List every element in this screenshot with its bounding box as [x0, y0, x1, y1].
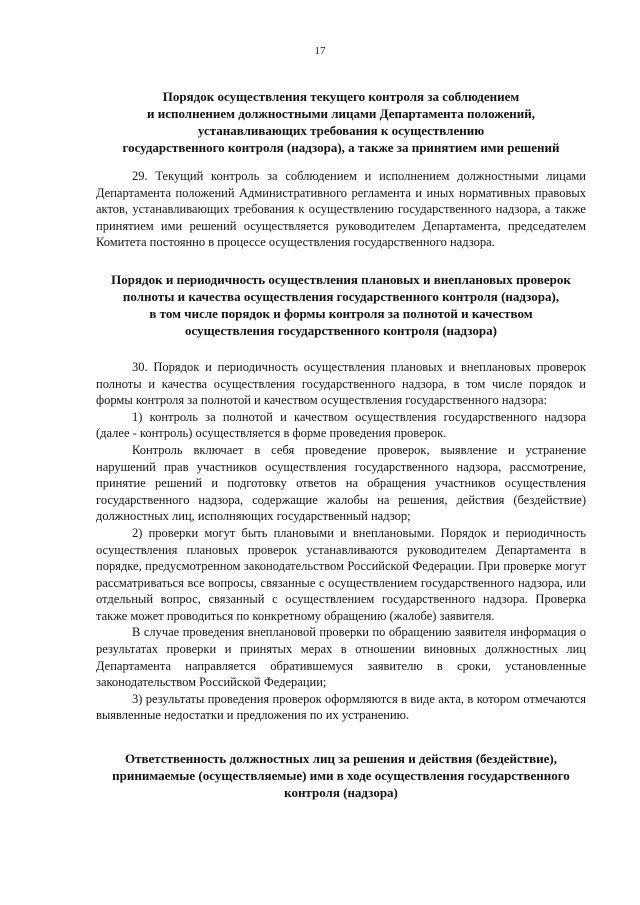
list-item-2: 2) проверки могут быть плановыми и внеплановыми. Порядок и периодичность осуществления плановых проверок устанавливаются руководителем Департамента в порядке, предусмотренном законодательством Российской Федерации. При проверке могут рассматриваться все вопросы, связанные с осуществлением государственного надзора, или отдельный вопрос, связанный с осуществлением государственного надзора. Проверка также может проводиться по конкретному обращению (жалобе) заявителя.: [96, 525, 586, 623]
heading-line: Порядок осуществления текущего контроля за соблюдением: [162, 89, 520, 104]
paragraph-control-scope: Контроль включает в себя проведение проверок, выявление и устранение нарушений прав участников осуществления государственного надзора, рассмотрение, принятие решений и подготовку ответов на обращения участников осуществления государственного надзора, содержащие жалобы на решения, действия (бездействие) должностных лиц, исполняющих государственный надзор;: [96, 442, 586, 524]
heading-line: устанавливающих требования к осуществлению: [197, 123, 485, 138]
heading-line: в том числе порядок и формы контроля за полнотой и качеством: [149, 305, 533, 321]
heading-line: принимаемые (осуществляемые) ими в ходе осуществления государственного: [112, 768, 570, 784]
heading-line: государственного контроля (надзора), а также за принятием ими решений: [122, 140, 560, 155]
section-heading-responsibility: [96, 750, 586, 801]
heading-line: Ответственность должностных лиц за решения и действия (бездействие),: [124, 751, 557, 767]
list-item-1: 1) контроль за полнотой и качеством осуществления государственного надзора (далее - контроль) осуществляется в форме проведения проверок.: [96, 409, 586, 441]
heading-line: и исполнением должностными лицами Департамента положений,: [146, 106, 535, 121]
heading-line: полноты и качества осуществления государственного контроля (надзора),: [122, 288, 560, 304]
page-number: 17: [314, 45, 326, 57]
paragraph-29: 29. Текущий контроль за соблюдением и исполнением должностными лицами Департамента положений Административного регламента и иных нормативных правовых актов, устанавливающих требования к осуществлению государственного надзора, а также принятием ими решений осуществляется руководителем Департамента, председателем Комитета постоянно в процессе осуществления государственного надзора.: [96, 169, 586, 250]
section-heading-inspections: [96, 271, 586, 339]
paragraph-unplanned-inspection: В случае проведения внеплановой проверки по обращению заявителя информация о результатах проверки и принятых мерах в отношении виновных должностных лиц Департамента направляется обратившемуся заявителю в сроки, установленные законодательством Российской Федерации;: [96, 625, 586, 690]
list-item-3: 3) результаты проведения проверок оформляются в виде акта, в котором отмечаются выявленные недостатки и предложения по их устранению.: [96, 691, 586, 723]
section-heading-current-control: [96, 88, 586, 156]
heading-line: осуществления государственного контроля (надзора): [184, 322, 497, 338]
paragraph-30: 30. Порядок и периодичность осуществления плановых и внеплановых проверок полноты и качества осуществления государственного надзора, в том числе порядок и формы контроля за полнотой и качеством осуществления государственного надзора:: [96, 359, 586, 408]
heading-line: контроля (надзора): [284, 785, 398, 801]
heading-line: Порядок и периодичность осуществления плановых и внеплановых проверок: [111, 271, 571, 287]
document-body: [96, 88, 586, 801]
